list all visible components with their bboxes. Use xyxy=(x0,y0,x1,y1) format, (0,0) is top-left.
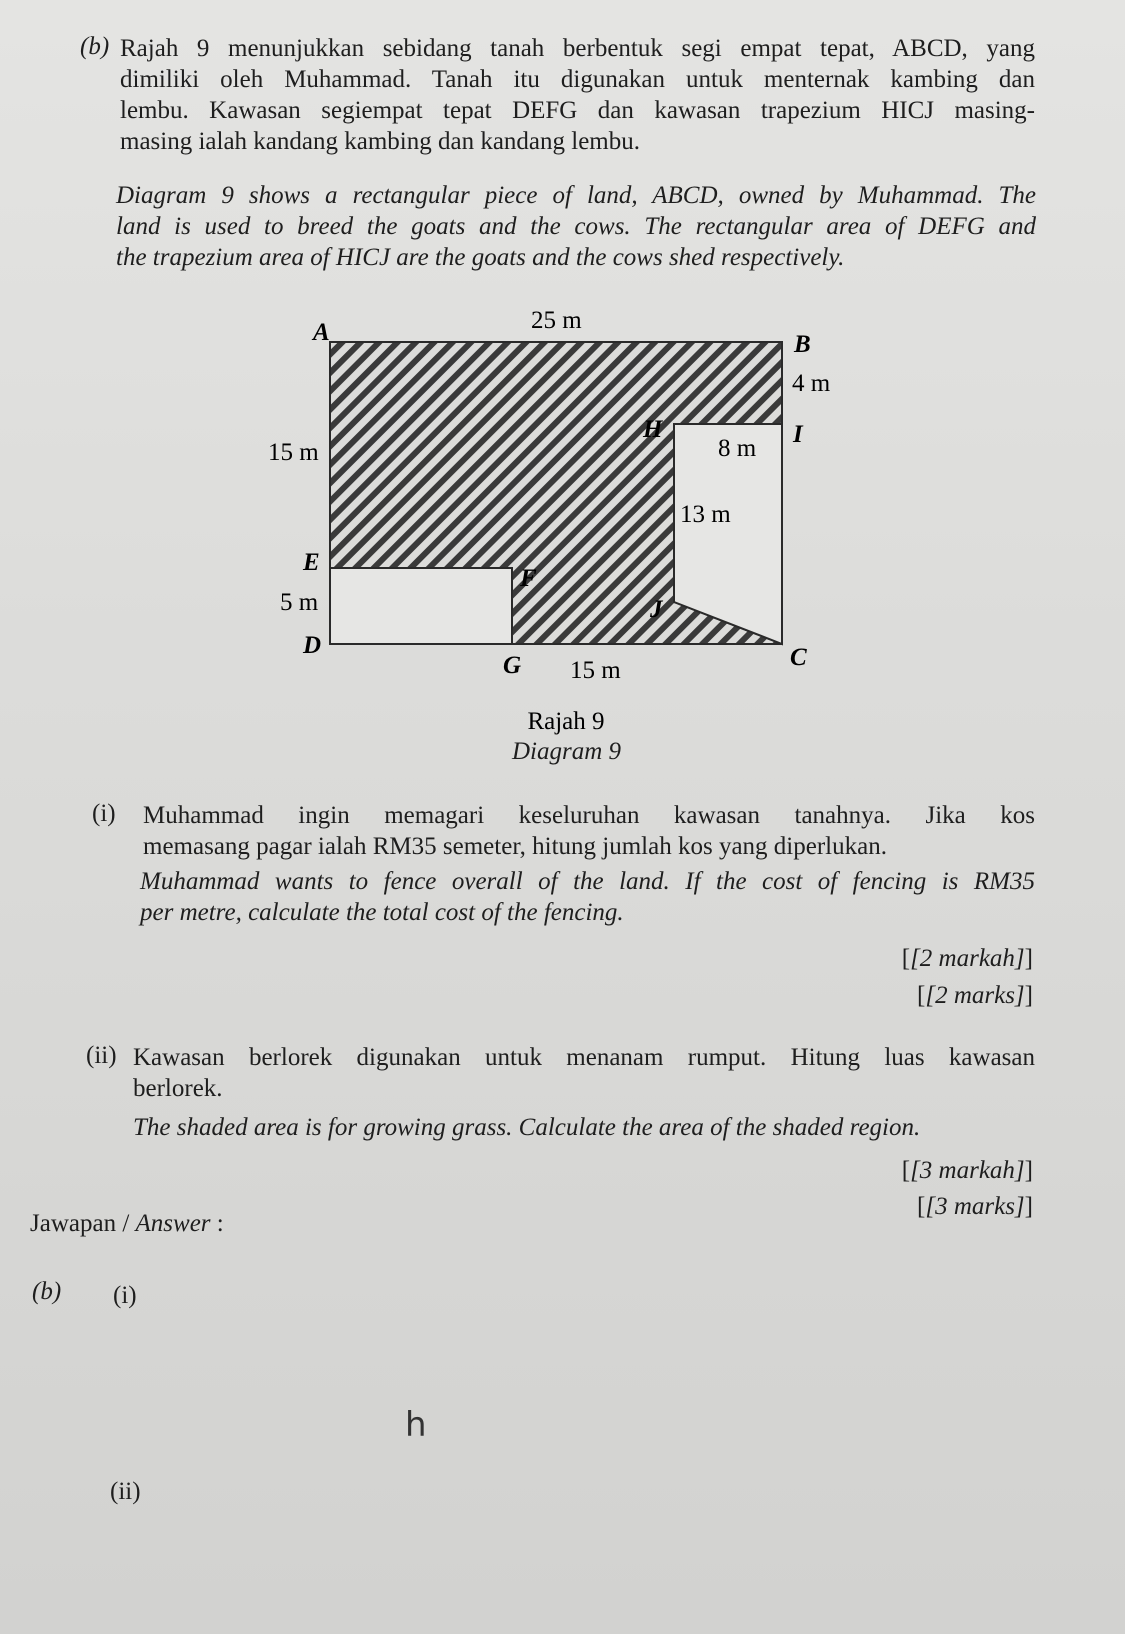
point-d: D xyxy=(303,632,322,659)
point-j: J xyxy=(650,596,663,623)
question-i-malay xyxy=(143,800,1035,862)
land-diagram xyxy=(0,0,1125,735)
part-b-marker: (b) xyxy=(80,33,110,60)
dim-hj: 13 m xyxy=(680,501,731,528)
answer-sub-i: (i) xyxy=(113,1282,137,1309)
goat-shed-defg xyxy=(330,568,512,644)
point-h: H xyxy=(643,416,663,443)
intro-malay-line-2: dimiliki oleh Muhammad. Tanah itu digunakan untuk menternak kambing dan xyxy=(120,66,1035,93)
question-ii-marks-english: [[3 marks]] xyxy=(917,1193,1033,1220)
intro-english-line-3: the trapezium area of HICJ are the goats and the cows shed respectively. xyxy=(116,244,845,271)
intro-malay-line-1: Rajah 9 menunjukkan sebidang tanah berbentuk segi empat tepat, ABCD, yang xyxy=(120,35,1035,62)
point-f: F xyxy=(520,565,537,592)
dim-ed: 5 m xyxy=(280,589,319,616)
dim-ab: 25 m xyxy=(531,307,582,334)
dim-gc: 15 m xyxy=(570,657,621,684)
handwritten-mark: h xyxy=(405,1405,427,1445)
intro-malay-line-4: masing ialah kandang kambing dan kandang lembu. xyxy=(120,128,641,155)
answer-heading: Jawapan / Answer : xyxy=(30,1210,224,1237)
point-g: G xyxy=(503,652,522,679)
question-i-english-line-1: Muhammad wants to fence overall of the land. If the cost of fencing is RM35 xyxy=(140,868,1035,895)
question-ii-english-line-1: The shaded area is for growing grass. Calculate the area of the shaded region. xyxy=(133,1114,921,1141)
point-b: B xyxy=(794,331,811,358)
intro-english-line-1: Diagram 9 shows a rectangular piece of land, ABCD, owned by Muhammad. The xyxy=(116,182,1036,209)
question-i-marker: (i) xyxy=(92,800,116,827)
caption-malay: Rajah 9 xyxy=(527,708,605,735)
answer-part-b: (b) xyxy=(32,1278,62,1305)
caption-english: Diagram 9 xyxy=(511,738,622,765)
question-i-marks-english: [[2 marks]] xyxy=(917,982,1033,1009)
question-i-malay-line-2: memasang pagar ialah RM35 semeter, hitung jumlah kos yang diperlukan. xyxy=(143,833,887,860)
question-ii-english xyxy=(133,1112,1035,1143)
dim-hi: 8 m xyxy=(718,435,757,462)
dim-bi: 4 m xyxy=(792,370,831,397)
question-ii-malay xyxy=(133,1042,1035,1104)
question-ii-marks-malay: [[3 markah]] xyxy=(901,1157,1033,1184)
question-i-malay-line-1: Muhammad ingin memagari keseluruhan kawasan tanahnya. Jika kos xyxy=(143,802,1035,829)
question-ii-marker: (ii) xyxy=(86,1042,117,1069)
question-ii-malay-line-2: berlorek. xyxy=(133,1075,223,1102)
point-e: E xyxy=(303,549,320,576)
question-i-english-line-2: per metre, calculate the total cost of the fencing. xyxy=(140,899,624,926)
point-i: I xyxy=(793,421,803,448)
question-i-marks-malay: [[2 markah]] xyxy=(901,945,1033,972)
intro-malay-line-3: lembu. Kawasan segiempat tepat DEFG dan kawasan trapezium HICJ masing- xyxy=(120,97,1035,124)
answer-sub-ii: (ii) xyxy=(110,1478,141,1505)
question-ii-malay-line-1: Kawasan berlorek digunakan untuk menanam rumput. Hitung luas kawasan xyxy=(133,1044,1035,1071)
dim-ae: 15 m xyxy=(268,439,319,466)
question-i-english xyxy=(140,866,1035,928)
point-c: C xyxy=(790,644,807,671)
intro-english-line-2: land is used to breed the goats and the cows. The rectangular area of DEFG and xyxy=(116,213,1036,240)
point-a: A xyxy=(313,319,330,346)
